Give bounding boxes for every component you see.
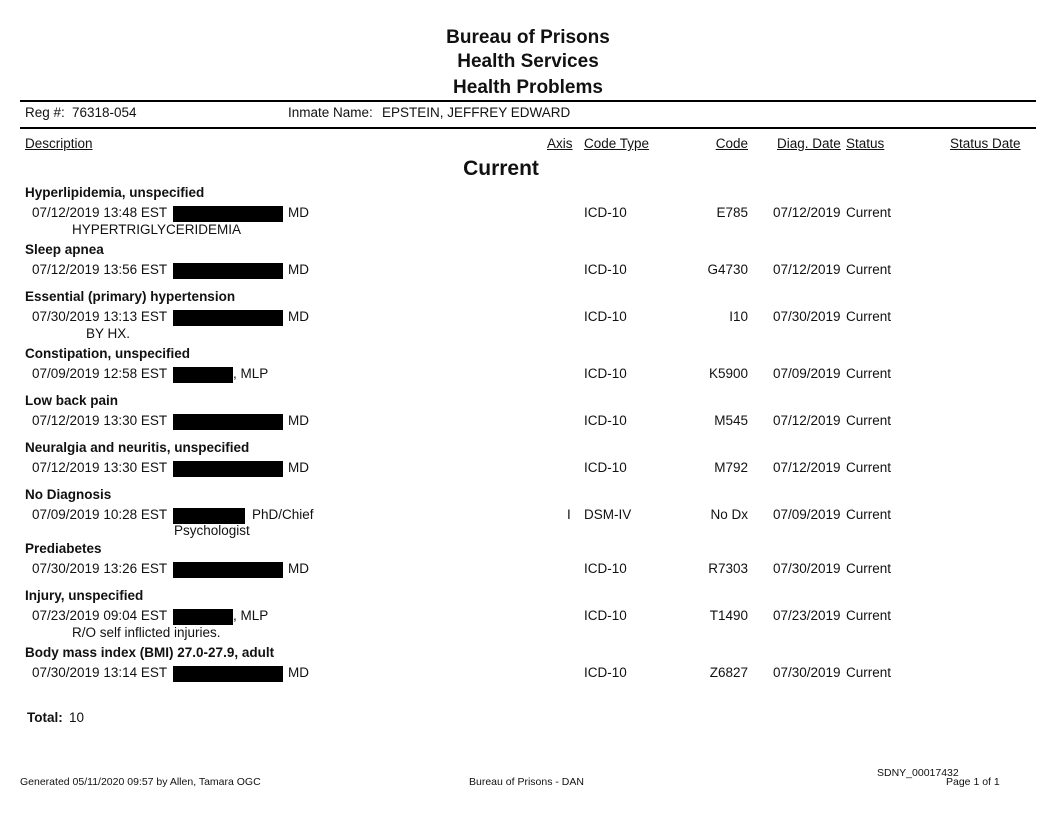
problem-datetime: 07/30/2019 13:13 EST [32,309,168,324]
provider-credential: MD [288,309,309,324]
problem-datetime: 07/12/2019 13:30 EST [32,413,168,428]
problem-description: Hyperlipidemia, unspecified [25,185,205,200]
status-value: Current [846,205,892,220]
diagnosis-code: I10 [729,309,748,324]
diagnosis-code: M545 [714,413,748,428]
header-rule [20,100,1036,102]
col-code: Code [715,136,748,151]
problem-description: No Diagnosis [25,487,112,502]
code-type: DSM-IV [584,507,632,522]
diagnosis-code: E785 [716,205,748,220]
provider-credential: MD [288,665,309,680]
status-value: Current [846,507,892,522]
provider-credential: PhD/Chief [252,507,314,522]
redaction-block [173,666,283,682]
inmate-name-value: EPSTEIN, JEFFREY EDWARD [382,105,571,120]
diagnosis-code: K5900 [708,366,748,381]
report-title-dept: Health Services [457,51,599,72]
problem-description: Essential (primary) hypertension [25,289,236,304]
diagnosis-code: Z6827 [709,665,748,680]
diag-date: 07/30/2019 [773,665,841,680]
col-axis: Axis [547,136,573,151]
info-rule [20,127,1036,129]
diag-date: 07/09/2019 [773,507,841,522]
axis-value: I [567,507,571,522]
redaction-block [173,508,245,524]
diag-date: 07/12/2019 [773,205,841,220]
problem-datetime: 07/12/2019 13:56 EST [32,262,168,277]
footer-center: Bureau of Prisons - DAN [469,776,584,788]
redaction-block [173,414,283,430]
redaction-block [173,310,283,326]
diag-date: 07/23/2019 [773,608,841,623]
code-type: ICD-10 [584,366,627,381]
problem-note: Psychologist [174,523,250,538]
provider-credential: MD [288,460,309,475]
status-value: Current [846,366,892,381]
diag-date: 07/12/2019 [773,413,841,428]
problem-description: Low back pain [25,393,119,408]
problem-note: R/O self inflicted injuries. [72,625,221,640]
reg-number-value: 76318-054 [72,105,137,120]
col-diag-date: Diag. Date [777,136,841,151]
problem-datetime: 07/12/2019 13:30 EST [32,460,168,475]
status-value: Current [846,665,892,680]
problem-datetime: 07/12/2019 13:48 EST [32,205,168,220]
col-code-type: Code Type [584,136,650,151]
section-title: Current [463,157,539,180]
col-status-date: Status Date [950,136,1021,151]
problem-description: Prediabetes [25,541,102,556]
redaction-block [173,206,283,222]
redaction-block [173,461,283,477]
total-label: Total: [27,710,63,725]
code-type: ICD-10 [584,262,627,277]
diag-date: 07/30/2019 [773,561,841,576]
reg-number-label: Reg #: [25,105,65,120]
problem-datetime: 07/09/2019 10:28 EST [32,507,168,522]
provider-credential: MD [288,262,309,277]
code-type: ICD-10 [584,608,627,623]
diag-date: 07/12/2019 [773,262,841,277]
code-type: ICD-10 [584,665,627,680]
problem-datetime: 07/30/2019 13:26 EST [32,561,168,576]
provider-credential: MD [288,413,309,428]
report-title: Health Problems [453,77,603,98]
status-value: Current [846,309,892,324]
redaction-block [173,609,233,625]
problem-datetime: 07/23/2019 09:04 EST [32,608,168,623]
provider-credential: , MLP [233,366,269,381]
status-value: Current [846,262,892,277]
problem-description: Sleep apnea [25,242,104,257]
report-title-org: Bureau of Prisons [446,27,610,48]
problem-note: HYPERTRIGLYCERIDEMIA [72,222,242,237]
inmate-name-label: Inmate Name: [288,105,373,120]
code-type: ICD-10 [584,309,627,324]
diagnosis-code: No Dx [710,507,748,522]
diagnosis-code: R7303 [708,561,748,576]
bates-number: SDNY_00017432 [877,767,959,779]
problem-description: Body mass index (BMI) 27.0-27.9, adult [25,645,275,660]
total-value: 10 [69,710,85,725]
problem-description: Injury, unspecified [25,588,144,603]
code-type: ICD-10 [584,413,627,428]
provider-credential: MD [288,561,309,576]
diag-date: 07/09/2019 [773,366,841,381]
status-value: Current [846,608,892,623]
diag-date: 07/30/2019 [773,309,841,324]
diag-date: 07/12/2019 [773,460,841,475]
col-description: Description [25,136,93,151]
provider-credential: , MLP [233,608,269,623]
problem-description: Constipation, unspecified [25,346,191,361]
redaction-block [173,367,233,383]
diagnosis-code: G4730 [707,262,748,277]
status-value: Current [846,413,892,428]
col-status: Status [846,136,885,151]
page-number: Page 1 of 1 [946,776,1000,788]
problem-description: Neuralgia and neuritis, unspecified [25,440,250,455]
problem-note: BY HX. [86,326,131,341]
problem-datetime: 07/09/2019 12:58 EST [32,366,168,381]
provider-credential: MD [288,205,309,220]
problem-datetime: 07/30/2019 13:14 EST [32,665,168,680]
redaction-block [173,562,283,578]
code-type: ICD-10 [584,205,627,220]
diagnosis-code: T1490 [709,608,748,623]
status-value: Current [846,460,892,475]
code-type: ICD-10 [584,460,627,475]
status-value: Current [846,561,892,576]
code-type: ICD-10 [584,561,627,576]
diagnosis-code: M792 [714,460,748,475]
footer-generated: Generated 05/11/2020 09:57 by Allen, Tamara OGC [20,776,261,788]
redaction-block [173,263,283,279]
